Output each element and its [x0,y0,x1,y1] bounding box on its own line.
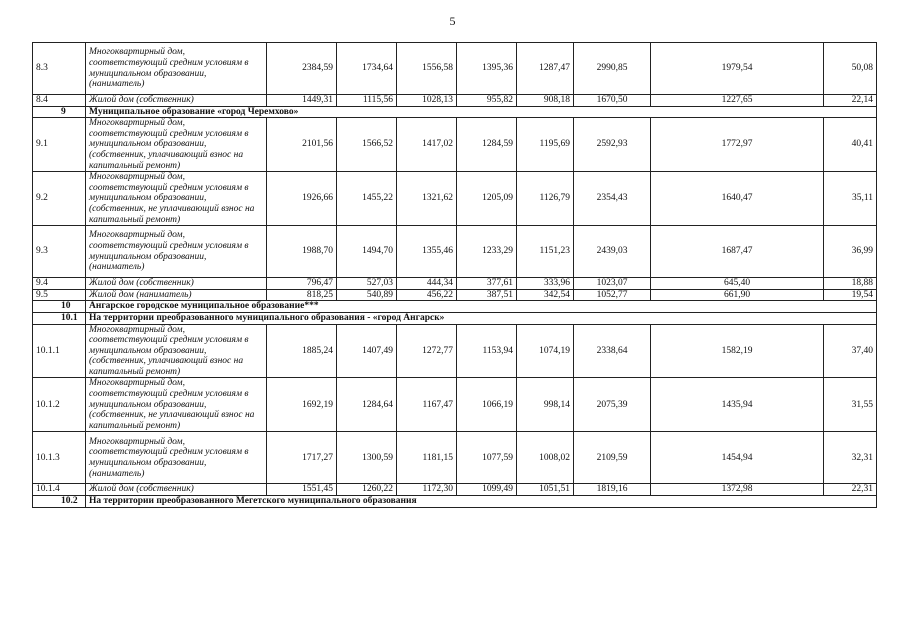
value-cell-col-3: 2384,59 [267,43,337,95]
value-cell-col-5: 1167,47 [397,378,457,432]
value-cell-col-8: 1052,77 [574,289,651,301]
row-code: 10.1.4 [33,484,86,496]
value-cell-col-6: 1077,59 [457,432,517,484]
row-code: 10.2 [33,496,86,508]
row-description: Многоквартирный дом, соответствующий средним условиям в муниципальном образовании, (наниматель) [86,432,267,484]
row-code: 9.4 [33,278,86,290]
value-cell-col-4: 1734,64 [337,43,397,95]
row-description: Жилой дом (собственник) [86,278,267,290]
value-cell-col-9: 1435,94 [651,378,824,432]
section-row [33,312,877,324]
value-cell-col-10: 19,54 [824,289,877,301]
row-description: Жилой дом (наниматель) [86,289,267,301]
value-cell-col-9: 1227,65 [651,95,824,107]
table-body [33,43,877,508]
row-code: 9.1 [33,118,86,172]
row-description: Многоквартирный дом, соответствующий средним условиям в муниципальном образовании, (наниматель) [86,226,267,278]
value-cell-col-9: 1454,94 [651,432,824,484]
table-row [33,278,877,290]
value-cell-col-9: 1979,54 [651,43,824,95]
value-cell-col-8: 2338,64 [574,324,651,378]
value-cell-col-10: 22,31 [824,484,877,496]
value-cell-col-7: 908,18 [517,95,574,107]
value-cell-col-3: 1885,24 [267,324,337,378]
value-cell-col-6: 955,82 [457,95,517,107]
value-cell-col-4: 527,03 [337,278,397,290]
value-cell-col-3: 1926,66 [267,172,337,226]
value-cell-col-7: 1074,19 [517,324,574,378]
value-cell-col-8: 1670,50 [574,95,651,107]
value-cell-col-10: 35,11 [824,172,877,226]
row-code: 9.5 [33,289,86,301]
value-cell-col-4: 1115,56 [337,95,397,107]
value-cell-col-9: 1687,47 [651,226,824,278]
row-code: 8.4 [33,95,86,107]
section-row [33,301,877,313]
value-cell-col-5: 456,22 [397,289,457,301]
row-code: 9.2 [33,172,86,226]
value-cell-col-6: 1153,94 [457,324,517,378]
row-code: 10.1 [33,312,86,324]
row-code: 10 [33,301,86,313]
value-cell-col-3: 1988,70 [267,226,337,278]
value-cell-col-4: 540,89 [337,289,397,301]
value-cell-col-4: 1300,59 [337,432,397,484]
value-cell-col-10: 22,14 [824,95,877,107]
value-cell-col-9: 645,40 [651,278,824,290]
value-cell-col-8: 2109,59 [574,432,651,484]
table-row [33,226,877,278]
row-description: Многоквартирный дом, соответствующий средним условиям в муниципальном образовании, (собственник, уплачивающий взнос на капитальный ремонт) [86,324,267,378]
value-cell-col-5: 1172,30 [397,484,457,496]
value-cell-col-10: 40,41 [824,118,877,172]
section-row [33,496,877,508]
value-cell-col-7: 1195,69 [517,118,574,172]
row-description: Жилой дом (собственник) [86,95,267,107]
value-cell-col-3: 1692,19 [267,378,337,432]
row-code: 10.1.2 [33,378,86,432]
value-cell-col-4: 1566,52 [337,118,397,172]
value-cell-col-5: 1272,77 [397,324,457,378]
value-cell-col-8: 2075,39 [574,378,651,432]
value-cell-col-6: 1099,49 [457,484,517,496]
row-description: Многоквартирный дом, соответствующий средним условиям в муниципальном образовании, (собственник, не уплачивающий взнос на капитальный ремонт) [86,378,267,432]
value-cell-col-7: 342,54 [517,289,574,301]
value-cell-col-10: 18,88 [824,278,877,290]
row-code: 9.3 [33,226,86,278]
section-title: Ангарское городское муниципальное образование*** [86,301,877,313]
table-row [33,118,877,172]
value-cell-col-5: 444,34 [397,278,457,290]
value-cell-col-6: 1284,59 [457,118,517,172]
row-code: 10.1.3 [33,432,86,484]
row-code: 9 [33,106,86,118]
value-cell-col-6: 377,61 [457,278,517,290]
value-cell-col-8: 2354,43 [574,172,651,226]
tariff-table [32,42,877,508]
value-cell-col-10: 31,55 [824,378,877,432]
table-row [33,172,877,226]
value-cell-col-6: 1233,29 [457,226,517,278]
value-cell-col-9: 1582,19 [651,324,824,378]
value-cell-col-9: 661,90 [651,289,824,301]
value-cell-col-3: 1717,27 [267,432,337,484]
value-cell-col-10: 32,31 [824,432,877,484]
value-cell-col-9: 1640,47 [651,172,824,226]
value-cell-col-4: 1407,49 [337,324,397,378]
page-number: 5 [449,14,456,28]
value-cell-col-7: 333,96 [517,278,574,290]
section-title: На территории преобразованного муниципального образования - «город Ангарск» [86,312,877,324]
section-row [33,106,877,118]
value-cell-col-8: 2990,85 [574,43,651,95]
table-row [33,289,877,301]
value-cell-col-4: 1284,64 [337,378,397,432]
value-cell-col-5: 1028,13 [397,95,457,107]
table-row [33,378,877,432]
value-cell-col-6: 1066,19 [457,378,517,432]
value-cell-col-4: 1455,22 [337,172,397,226]
table-row [33,43,877,95]
value-cell-col-4: 1494,70 [337,226,397,278]
value-cell-col-4: 1260,22 [337,484,397,496]
row-description: Многоквартирный дом, соответствующий средним условиям в муниципальном образовании, (собственник, не уплачивающий взнос на капитальный ремонт) [86,172,267,226]
value-cell-col-7: 1287,47 [517,43,574,95]
section-title: На территории преобразованного Мегетского муниципального образования [86,496,877,508]
value-cell-col-8: 1023,07 [574,278,651,290]
value-cell-col-6: 1395,36 [457,43,517,95]
table-row [33,95,877,107]
value-cell-col-7: 1051,51 [517,484,574,496]
row-description: Многоквартирный дом, соответствующий средним условиям в муниципальном образовании, (наниматель) [86,43,267,95]
value-cell-col-7: 1008,02 [517,432,574,484]
value-cell-col-8: 2592,93 [574,118,651,172]
value-cell-col-5: 1321,62 [397,172,457,226]
value-cell-col-8: 2439,03 [574,226,651,278]
value-cell-col-6: 387,51 [457,289,517,301]
value-cell-col-6: 1205,09 [457,172,517,226]
value-cell-col-5: 1417,02 [397,118,457,172]
value-cell-col-8: 1819,16 [574,484,651,496]
table-row [33,432,877,484]
row-code: 10.1.1 [33,324,86,378]
row-code: 8.3 [33,43,86,95]
row-description: Жилой дом (собственник) [86,484,267,496]
table-row [33,484,877,496]
value-cell-col-10: 36,99 [824,226,877,278]
table-row [33,324,877,378]
value-cell-col-7: 998,14 [517,378,574,432]
value-cell-col-5: 1355,46 [397,226,457,278]
value-cell-col-3: 1551,45 [267,484,337,496]
row-description: Многоквартирный дом, соответствующий средним условиям в муниципальном образовании, (собственник, уплачивающий взнос на капитальный ремонт) [86,118,267,172]
value-cell-col-9: 1372,98 [651,484,824,496]
value-cell-col-5: 1181,15 [397,432,457,484]
value-cell-col-7: 1151,23 [517,226,574,278]
value-cell-col-5: 1556,58 [397,43,457,95]
value-cell-col-7: 1126,79 [517,172,574,226]
value-cell-col-9: 1772,97 [651,118,824,172]
value-cell-col-3: 818,25 [267,289,337,301]
value-cell-col-3: 2101,56 [267,118,337,172]
value-cell-col-3: 796,47 [267,278,337,290]
section-title: Муниципальное образование «город Черемхово» [86,106,877,118]
value-cell-col-3: 1449,31 [267,95,337,107]
value-cell-col-10: 37,40 [824,324,877,378]
value-cell-col-10: 50,08 [824,43,877,95]
